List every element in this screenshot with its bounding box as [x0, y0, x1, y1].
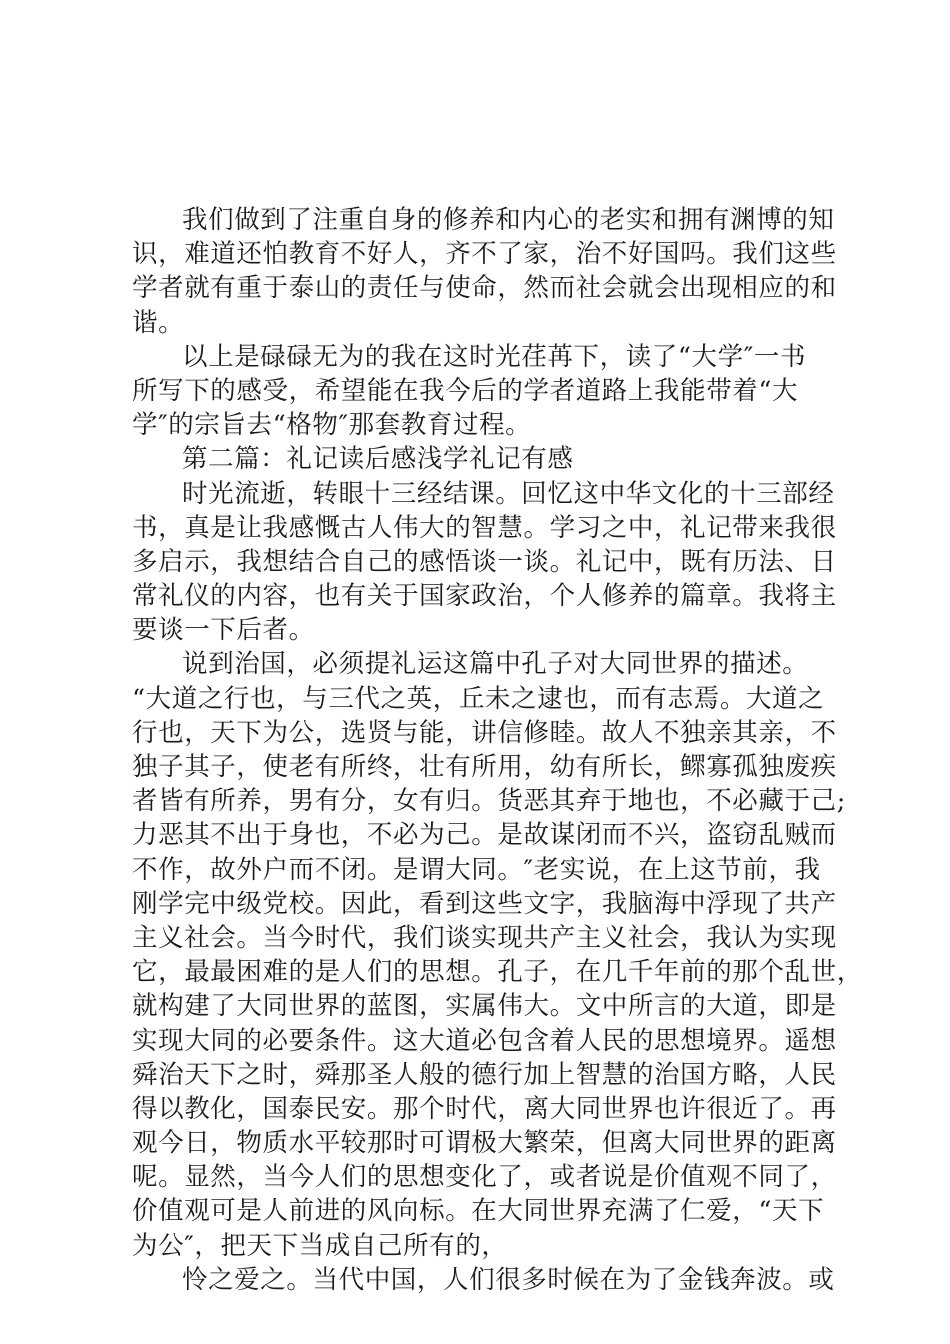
text-line: 它，最最困难的是人们的思想。孔子，在几千年前的那个乱世，: [132, 957, 863, 988]
text-line: 要谈一下后者。: [132, 615, 315, 646]
text-line: 谐。: [132, 307, 185, 338]
text-line: 我们做到了注重自身的修养和内心的老实和拥有渊博的知: [182, 205, 835, 235]
text-line: 者皆有所养，男有分，女有归。货恶其弃于地也，不必藏于己;: [132, 786, 846, 817]
text-line: 舜治天下之时，舜那圣人般的德行加上智慧的治国方略，人民: [132, 1059, 837, 1090]
text-line: 得以教化，国泰民安。那个时代，离大同世界也许很近了。再: [132, 1093, 837, 1124]
text-line: 不作，故外户而不闭。是谓大同。″老实说，在上这节前，我: [132, 854, 821, 885]
text-line: 独子其子，使老有所终，壮有所用，幼有所长，鳏寡孤独废疾: [132, 752, 837, 782]
text-line: 所写下的感受，希望能在我今后的学者道路上我能带着“大: [132, 375, 799, 406]
text-line: “大道之行也，与三代之英，丘未之逮也，而有志焉。大道之: [132, 683, 825, 714]
text-line: 就构建了大同世界的蓝图，实属伟大。文中所言的大道，即是: [132, 991, 837, 1022]
text-line: 以上是碌碌无为的我在这时光荏苒下，读了“大学″一书: [182, 341, 807, 372]
text-line: 识，难道还怕教育不好人，齐不了家，治不好国吗。我们这些: [132, 239, 837, 270]
document-body: [132, 203, 863, 1297]
text-line: 书，真是让我感慨古人伟大的智慧。学习之中，礼记带来我很: [132, 512, 837, 543]
text-line: 时光流逝，转眼十三经结课。回忆这中华文化的十三部经: [182, 478, 835, 509]
text-line: 多启示，我想结合自己的感悟谈一谈。礼记中，既有历法、日: [132, 546, 837, 577]
text-line: 呢。显然，当今人们的思想变化了，或者说是价值观不同了，: [132, 1162, 837, 1193]
text-line: 行也，天下为公，选贤与能，讲信修睦。故人不独亲其亲，不: [132, 717, 837, 748]
text-line: 力恶其不出于身也，不必为己。是故谋闭而不兴，盗窃乱贼而: [132, 820, 837, 851]
text-line: 实现大同的必要条件。这大道必包含着人民的思想境界。遥想: [132, 1025, 837, 1056]
text-line: 刚学完中级党校。因此，看到这些文字，我脑海中浮现了共产: [132, 888, 837, 919]
text-line: 常礼仪的内容，也有关于国家政治，个人修养的篇章。我将主: [132, 581, 837, 612]
text-line: 说到治国，必须提礼运这篇中孔子对大同世界的描述。: [182, 649, 809, 680]
text-line: 观今日，物质水平较那时可谓极大繁荣，但离大同世界的距离: [132, 1128, 837, 1159]
text-line: 学″的宗旨去“格物″那套教育过程。: [132, 410, 532, 441]
text-line: 怜之爱之。当代中国，人们很多时候在为了金钱奔波。或: [182, 1264, 835, 1295]
text-line: 价值观可是人前进的风向标。在大同世界充满了仁爱，“天下: [132, 1196, 825, 1227]
text-line: 主义社会。当今时代，我们谈实现共产主义社会，我认为实现: [132, 922, 837, 953]
section-heading: 第二篇：礼记读后感浅学礼记有感: [182, 444, 574, 475]
text-line: 为公″，把天下当成自己所有的，: [132, 1230, 508, 1261]
text-line: 学者就有重于泰山的责任与使命，然而社会就会出现相应的和: [132, 273, 837, 304]
